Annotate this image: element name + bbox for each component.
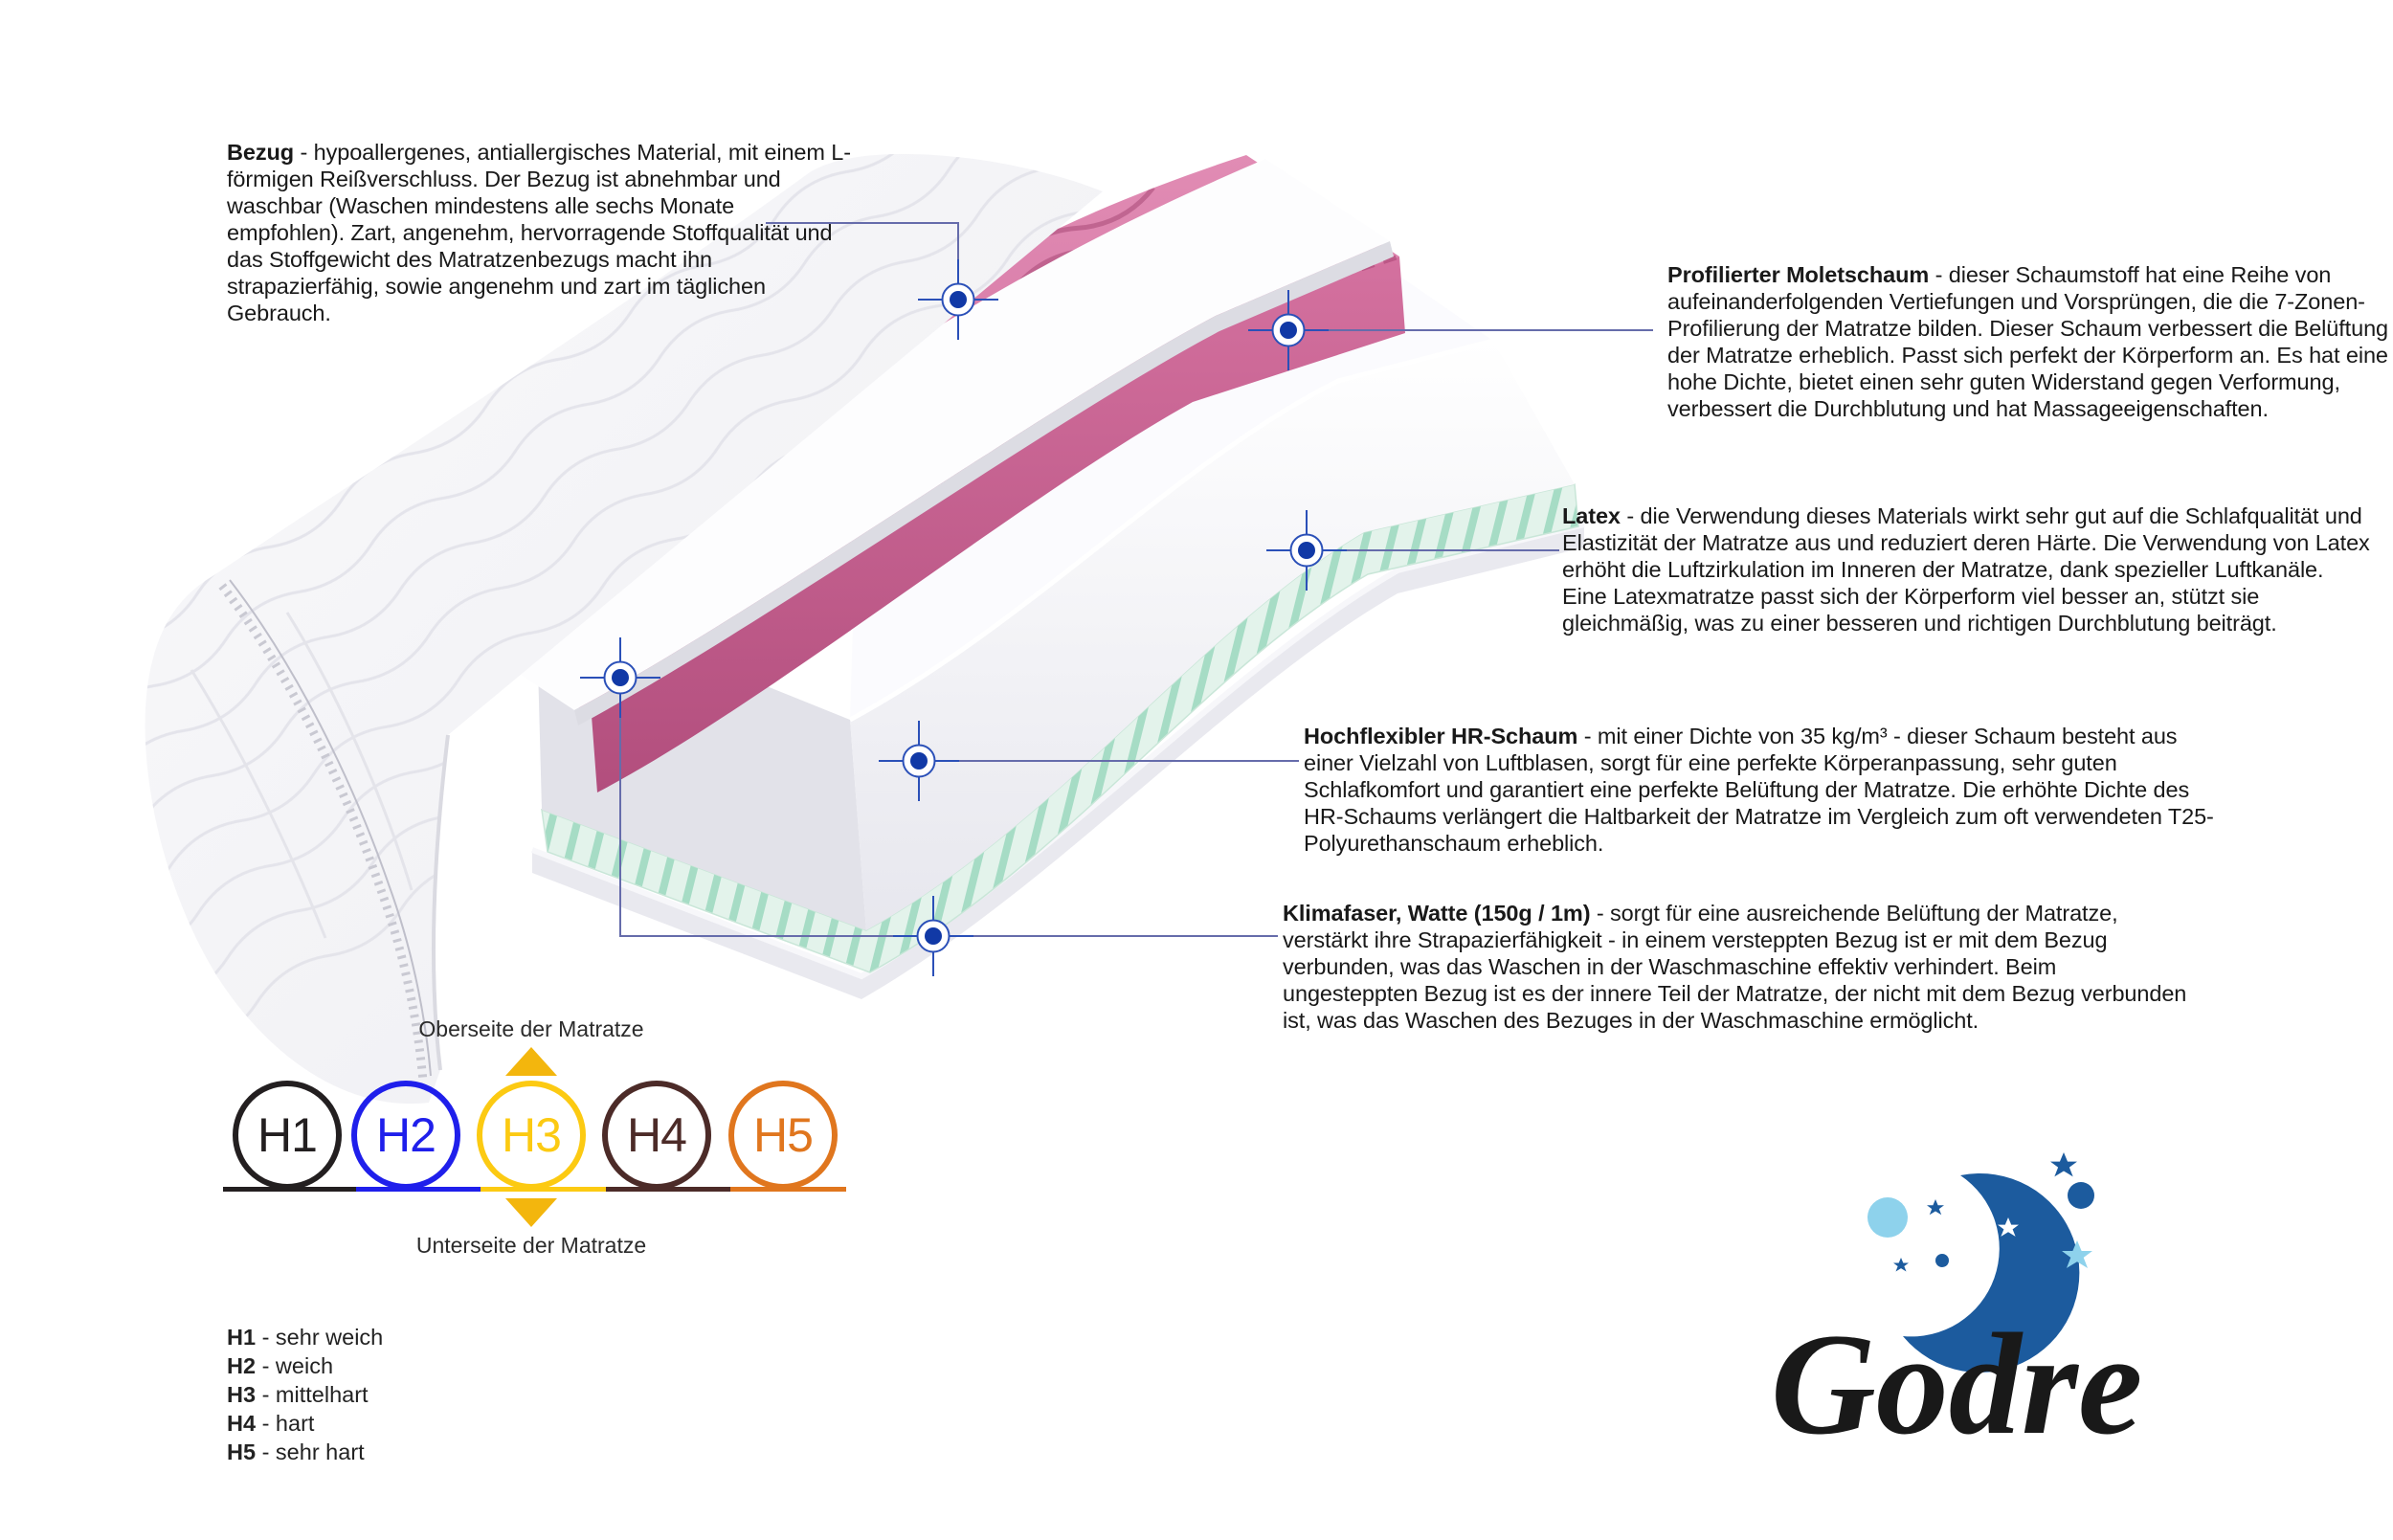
annotation-moletschaum <box>1667 261 2393 422</box>
hardness-circle-h2 <box>351 1081 460 1190</box>
annotation-moletschaum-title: Profilierter Moletschaum <box>1667 261 1930 287</box>
brand-logo <box>1771 1152 2142 1464</box>
hardness-circle-h1-label: H1 <box>257 1108 317 1162</box>
hardness-baseline-h4 <box>606 1187 730 1192</box>
annotation-bezug-title: Bezug <box>227 139 295 165</box>
arrow-up-icon <box>505 1047 557 1076</box>
hardness-baseline-h5 <box>730 1187 846 1192</box>
annotation-moletschaum-body: - dieser Schaumstoff hat eine Reihe von aufeinanderfolgenden Vertiefungen und Vorsprüngen, die die 7-Zonen-Profilierung der Matratze bilden. Dieser Schaum verbessert die Belüftung der Matratze erheblich. Passt sich perfekt der Körperform an. Es hat eine hohe Dichte, bietet einen sehr guten Widerstand gegen Verformung, verbessert die Durchblutung und hat Massageeigenschaften. <box>1667 261 2389 421</box>
hardness-circle-h4 <box>602 1081 711 1190</box>
annotation-klimafaser <box>1283 900 2190 1034</box>
hardness-circle-h1 <box>233 1081 342 1190</box>
hardness-circle-h5-label: H5 <box>753 1108 813 1162</box>
annotation-bezug <box>227 139 854 326</box>
legend-row-h1: H1 - sehr weich <box>227 1325 384 1350</box>
legend-row-h2: H2 - weich <box>227 1353 334 1378</box>
annotation-latex-title: Latex <box>1562 502 1621 528</box>
star-icon <box>1927 1199 1944 1215</box>
legend-row-h4: H4 - hart <box>227 1411 315 1436</box>
brand-name: Godre <box>1771 1304 2143 1464</box>
annotation-latex-body: - die Verwendung dieses Materials wirkt sehr gut auf die Schlafqualität und Elastizität der Matratze aus und reduziert deren Härte. Die Verwendung von Latex erhöht die Luftzirkulation im Inneren der Matratze, dank spezieller Luftkanäle. Eine Latexmatratze passt sich der Körperform viel besser an, stützt sie gleichmäßig, was zu einer besseren und richtigen Durchblutung beiträgt. <box>1562 502 2370 636</box>
hardness-baseline-h3 <box>481 1187 606 1192</box>
annotation-latex <box>1562 502 2374 636</box>
hardness-circle-h2-label: H2 <box>376 1108 436 1162</box>
hardness-circle-h4-label: H4 <box>627 1108 686 1162</box>
hardness-baseline-h2 <box>356 1187 481 1192</box>
hardness-circle-h3 <box>477 1081 586 1190</box>
legend-row-h3: H3 - mittelhart <box>227 1382 369 1407</box>
hardness-bottom-label: Unterseite der Matratze <box>415 1233 647 1258</box>
hardness-circle-h3-label: H3 <box>502 1108 561 1162</box>
hardness-top-label: Oberseite der Matratze <box>418 1016 644 1041</box>
star-icon <box>2050 1152 2077 1176</box>
hardness-circle-h5 <box>728 1081 838 1190</box>
annotation-hr-schaum-body: - mit einer Dichte von 35 kg/m³ - dieser Schaum besteht aus einer Vielzahl von Luftblasen, sorgt für eine perfekte Körperanpassung, sehr guten Schlafkomfort und garantiert eine perfekte Belüftung der Matratze. Die erhöhte Dichte des HR-Schaums verlängert die Haltbarkeit der Matratze im Vergleich zum oft verwendeten T25-Polyurethanschaum erheblich. <box>1304 723 2214 856</box>
arrow-down-icon <box>505 1198 557 1227</box>
hardness-legend <box>227 1323 383 1466</box>
tiny-dot-icon <box>1935 1254 1949 1267</box>
star-icon <box>1893 1258 1909 1271</box>
hardness-baseline-h1 <box>223 1187 356 1192</box>
legend-row-h5: H5 - sehr hart <box>227 1440 365 1464</box>
annotation-hr-schaum-title: Hochflexibler HR-Schaum <box>1304 723 1578 748</box>
annotation-hr-schaum <box>1304 723 2215 857</box>
annotation-bezug-body: - hypoallergenes, antiallergisches Material, mit einem L-förmigen Reißverschluss. Der Bezug ist abnehmbar und waschbar (Waschen mindestens alle sechs Monate empfohlen). Zart, angenehm, hervorragende Stoffqualität und das Stoffgewicht des Matratzenbezugs macht ihn strapazierfähig, sowie angenehm und zart im täglichen Gebrauch. <box>227 139 851 325</box>
annotation-klimafaser-title: Klimafaser, Watte (150g / 1m) <box>1283 900 1591 926</box>
annotation-klimafaser-body: - sorgt für eine ausreichende Belüftung der Matratze, verstärkt ihre Strapazierfähigkeit - in einem versteppten Bezug ist er mit dem Bezug verbunden, was das Waschen in der Waschmaschine effektiv verhindert. Beim ungesteppten Bezug ist es der innere Teil der Matratze, der nicht mit dem Bezug verbunden ist, was das Waschen des Bezuges in der Waschmaschine ermöglicht. <box>1283 900 2187 1033</box>
planet-dot-icon <box>1867 1197 1908 1238</box>
small-dot-icon <box>2068 1182 2094 1209</box>
